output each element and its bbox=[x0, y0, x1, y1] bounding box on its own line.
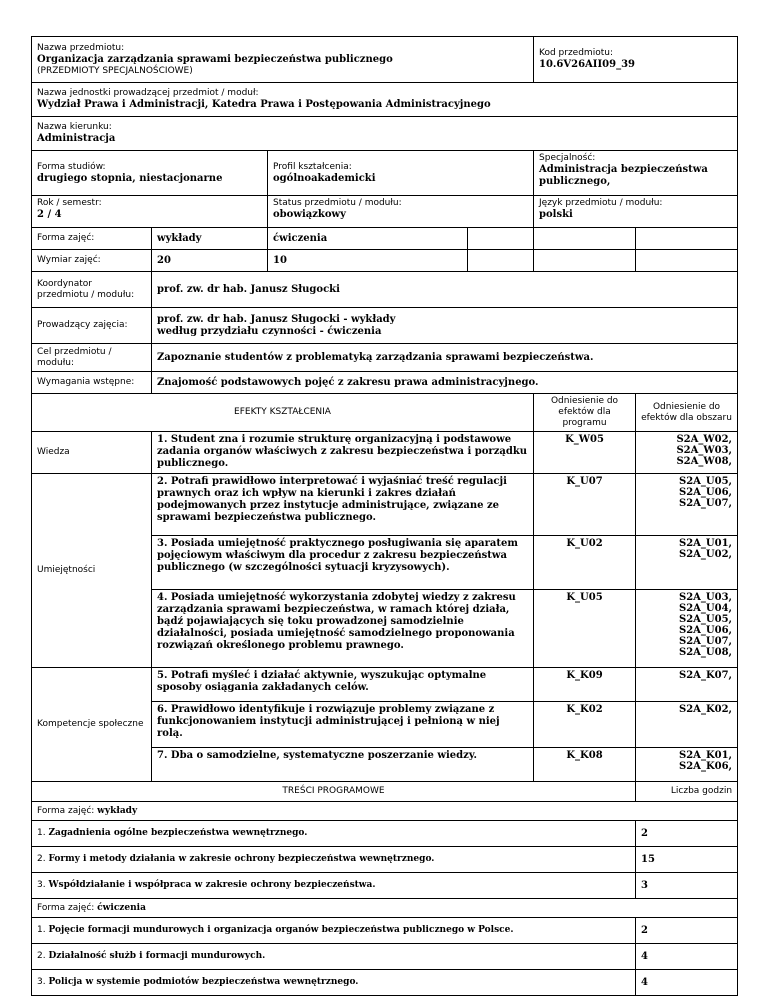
lecture-2 bbox=[32, 847, 636, 873]
lecture-3 bbox=[32, 873, 636, 899]
exercise-2 bbox=[32, 944, 636, 970]
subject-name-cell bbox=[32, 37, 534, 83]
study-form-label: Forma studiów: bbox=[37, 161, 106, 172]
class-form-lectures: wykłady bbox=[152, 228, 268, 250]
subject-code: 10.6V26AII09_39 bbox=[539, 59, 635, 70]
effect-3-text: 3. Posiada umiejętność praktycznego posługiwania się aparatem pojęciowym właściwym dla procedur z zakresu bezpieczeństwa publicznego (w szczególności sytuacji kryzysowych). bbox=[152, 536, 534, 590]
effect-6-area: S2A_K02, bbox=[636, 702, 738, 748]
language: polski bbox=[539, 209, 573, 220]
effects-title: EFEKTY KSZTAŁCENIA bbox=[32, 394, 534, 432]
exercise-1-num: 1. bbox=[37, 925, 49, 935]
requirements-label: Wymagania wstępne: bbox=[32, 372, 152, 394]
subject-name-label: Nazwa przedmiotu: bbox=[37, 42, 125, 53]
field-name: Administracja bbox=[37, 133, 116, 144]
language-cell bbox=[534, 196, 738, 228]
hours-empty-2 bbox=[534, 250, 636, 272]
status: obowiązkowy bbox=[273, 209, 346, 220]
effect-7-text: 7. Dba o samodzielne, systematyczne poszerzanie wiedzy. bbox=[152, 748, 534, 782]
year: 2 / 4 bbox=[37, 209, 62, 220]
exercise-3 bbox=[32, 970, 636, 996]
class-form-empty-2 bbox=[534, 228, 636, 250]
effect-3-area: S2A_U01, S2A_U02, bbox=[636, 536, 738, 590]
subject-code-cell bbox=[534, 37, 738, 83]
coordinator: prof. zw. dr hab. Janusz Sługocki bbox=[152, 272, 738, 308]
profile: ogólnoakademicki bbox=[273, 172, 376, 184]
unit-cell bbox=[32, 83, 738, 117]
specialty-cell bbox=[534, 151, 738, 196]
exercises-form-value: ćwiczenia bbox=[97, 902, 146, 913]
coordinator-label: Koordynator przedmiotu / modułu: bbox=[32, 272, 152, 308]
hours-lectures: 20 bbox=[152, 250, 268, 272]
year-cell bbox=[32, 196, 268, 228]
exercise-2-hours: 4 bbox=[636, 944, 738, 970]
lecture-3-num: 3. bbox=[37, 880, 49, 890]
lectures-form-value: wykłady bbox=[97, 805, 138, 816]
hours-empty-3 bbox=[636, 250, 738, 272]
teachers-label: Prowadzący zajęcia: bbox=[32, 308, 152, 344]
effects-col-program: Odniesienie do efektów dla programu bbox=[534, 394, 636, 432]
study-form: drugiego stopnia, niestacjonarne bbox=[37, 172, 223, 184]
class-form-label: Forma zajęć: bbox=[32, 228, 152, 250]
exercise-2-num: 2. bbox=[37, 951, 49, 961]
effect-1-area: S2A_W02, S2A_W03, S2A_W08, bbox=[636, 432, 738, 474]
teachers-line-1: prof. zw. dr hab. Janusz Sługocki - wykłady bbox=[157, 313, 396, 325]
lectures-form-label: Forma zajęć: bbox=[37, 805, 98, 816]
specialty-label: Specjalność: bbox=[539, 153, 596, 163]
profile-cell bbox=[268, 151, 534, 196]
effect-2-area: S2A_U05, S2A_U06, S2A_U07, bbox=[636, 474, 738, 536]
lecture-3-text: Współdziałanie i współpraca w zakresie ochrony bezpieczeństwa. bbox=[48, 880, 376, 890]
hours-label: Wymiar zajęć: bbox=[32, 250, 152, 272]
profile-label: Profil kształcenia: bbox=[273, 161, 352, 172]
exercise-2-text: Działalność służb i formacji mundurowych. bbox=[48, 951, 266, 961]
exercise-3-num: 3. bbox=[37, 977, 49, 987]
exercise-3-text: Policja w systemie podmiotów bezpieczeństwa wewnętrznego. bbox=[48, 977, 359, 987]
effect-4-area: S2A_U03, S2A_U04, S2A_U05, S2A_U06, S2A_U07, S2A_U08, bbox=[636, 590, 738, 668]
subject-name: Organizacja zarządzania sprawami bezpieczeństwa publicznego bbox=[37, 53, 393, 65]
lecture-1-hours: 2 bbox=[636, 821, 738, 847]
effect-5-program: K_K09 bbox=[534, 668, 636, 702]
hours-exercises: 10 bbox=[268, 250, 468, 272]
unit-name: Wydział Prawa i Administracji, Katedra Prawa i Postępowania Administracyjnego bbox=[37, 99, 491, 110]
exercises-form-row bbox=[32, 899, 738, 918]
class-form-empty-3 bbox=[636, 228, 738, 250]
contents-hours-col: Liczba godzin bbox=[636, 782, 738, 802]
field-label: Nazwa kierunku: bbox=[37, 122, 112, 132]
effect-7-program: K_K08 bbox=[534, 748, 636, 782]
language-label: Język przedmiotu / modułu: bbox=[539, 198, 663, 208]
category-skills: Umiejętności bbox=[32, 474, 152, 668]
effect-4-program: K_U05 bbox=[534, 590, 636, 668]
year-label: Rok / semestr: bbox=[37, 198, 102, 208]
exercise-1-text: Pojęcie formacji mundurowych i organizacja organów bezpieczeństwa publicznego w Polsce. bbox=[48, 925, 514, 935]
effect-2-text: 2. Potrafi prawidłowo interpretować i wyjaśniać treść regulacji prawnych oraz ich wpływ na kierunki i zakres działań podejmowanych przez instytucje administrujące, związane ze sprawami bezpieczeństwa publicznego. bbox=[152, 474, 534, 536]
status-label: Status przedmiotu / modułu: bbox=[273, 198, 402, 208]
class-form-empty-1 bbox=[468, 228, 534, 250]
class-form-exercises: ćwiczenia bbox=[268, 228, 468, 250]
effect-5-area: S2A_K07, bbox=[636, 668, 738, 702]
effect-3-program: K_U02 bbox=[534, 536, 636, 590]
effect-6-text: 6. Prawidłowo identyfikuje i rozwiązuje problemy związane z funkcjonowaniem instytucji administrującej i pełnioną w niej rolą. bbox=[152, 702, 534, 748]
teachers-line-2: według przydziału czynności - ćwiczenia bbox=[157, 325, 382, 337]
effect-5-text: 5. Potrafi myśleć i działać aktywnie, wyszukując optymalne sposoby osiągania zakładanych celów. bbox=[152, 668, 534, 702]
hours-empty-1 bbox=[468, 250, 534, 272]
subject-group: (PRZEDMIOTY SPECJALNOŚCIOWE) bbox=[37, 65, 193, 76]
exercises-form-label: Forma zajęć: bbox=[37, 902, 98, 913]
requirements: Znajomość podstawowych pojęć z zakresu prawa administracyjnego. bbox=[152, 372, 738, 394]
syllabus-table bbox=[31, 36, 738, 996]
lecture-2-hours: 15 bbox=[636, 847, 738, 873]
effects-col-area: Odniesienie do efektów dla obszaru bbox=[636, 394, 738, 432]
exercise-1 bbox=[32, 918, 636, 944]
effect-6-program: K_K02 bbox=[534, 702, 636, 748]
lecture-1-text: Zagadnienia ogólne bezpieczeństwa wewnętrznego. bbox=[48, 828, 308, 838]
goal: Zapoznanie studentów z problematyką zarządzania sprawami bezpieczeństwa. bbox=[152, 344, 738, 372]
lectures-form-row bbox=[32, 802, 738, 821]
lecture-1 bbox=[32, 821, 636, 847]
goal-label: Cel przedmiotu / modułu: bbox=[32, 344, 152, 372]
study-form-cell bbox=[32, 151, 268, 196]
effect-2-program: K_U07 bbox=[534, 474, 636, 536]
field-cell bbox=[32, 117, 738, 151]
teachers-cell bbox=[152, 308, 738, 344]
contents-title: TREŚCI PROGRAMOWE bbox=[32, 782, 636, 802]
unit-label: Nazwa jednostki prowadzącej przedmiot / moduł: bbox=[37, 88, 259, 98]
lecture-1-num: 1. bbox=[37, 828, 49, 838]
lecture-2-text: Formy i metody działania w zakresie ochrony bezpieczeństwa wewnętrznego. bbox=[48, 854, 435, 864]
effect-4-text: 4. Posiada umiejętność wykorzystania zdobytej wiedzy z zakresu zarządzania sprawami bezpieczeństwa, w ramach której działa, bądź pojawiających się toku prowadzonej samodzielnie działalności, posiada umiejętność samodzielnego proponowania rozwiązań określonego problemu prawnego. bbox=[152, 590, 534, 668]
exercise-1-hours: 2 bbox=[636, 918, 738, 944]
lecture-3-hours: 3 bbox=[636, 873, 738, 899]
exercise-3-hours: 4 bbox=[636, 970, 738, 996]
category-knowledge: Wiedza bbox=[32, 432, 152, 474]
lecture-2-num: 2. bbox=[37, 854, 49, 864]
subject-code-label: Kod przedmiotu: bbox=[539, 48, 613, 58]
specialty: Administracja bezpieczeństwa publicznego, bbox=[539, 164, 708, 187]
status-cell bbox=[268, 196, 534, 228]
effect-1-text: 1. Student zna i rozumie strukturę organizacyjną i podstawowe zadania organów właściwych z zakresu bezpieczeństwa i porządku publicznego. bbox=[152, 432, 534, 474]
effect-1-program: K_W05 bbox=[534, 432, 636, 474]
category-social: Kompetencje społeczne bbox=[32, 668, 152, 782]
effect-7-area: S2A_K01, S2A_K06, bbox=[636, 748, 738, 782]
